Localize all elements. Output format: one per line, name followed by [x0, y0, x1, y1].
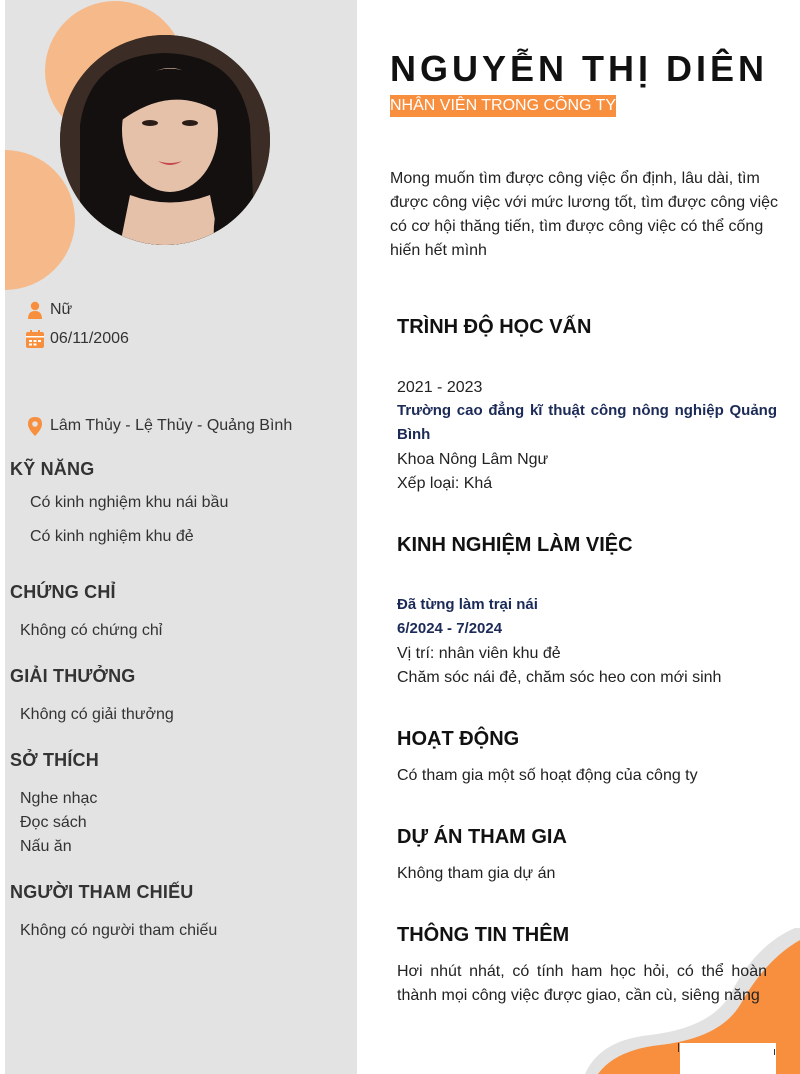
gender-row — [25, 300, 72, 320]
skill-item: Có kinh nghiệm khu nái bầu — [30, 494, 229, 511]
certificates-heading: CHỨNG CHỈ — [10, 582, 116, 602]
person-icon — [25, 300, 45, 320]
career-objective: Mong muốn tìm được công việc ổn định, lâu dài, tìm được công việc với mức lương tốt, tìm được công việc có cơ hội thăng tiến, tìm được công việc có thể cống hiến hết mình — [390, 170, 779, 259]
skills-heading: KỸ NĂNG — [10, 459, 95, 479]
activities-text: Có tham gia một số hoạt động của công ty — [397, 767, 698, 784]
awards-heading: GIẢI THƯỞNG — [10, 666, 136, 686]
projects-text: Không tham gia dự án — [397, 865, 556, 882]
job-title-badge: NHÂN VIÊN TRONG CÔNG TY — [390, 95, 616, 117]
location-pin-icon — [25, 416, 45, 436]
reference-item: Không có người tham chiếu — [20, 922, 218, 939]
experience-company: Đã từng làm trại nái — [397, 596, 538, 613]
address-row — [25, 416, 292, 436]
avatar-portrait — [60, 35, 270, 245]
hobbies-heading: SỞ THÍCH — [10, 750, 99, 770]
hobby-item: Đọc sách — [20, 814, 87, 831]
education-period: 2021 - 2023 — [397, 379, 483, 396]
additional-info-heading: THÔNG TIN THÊM — [397, 924, 570, 946]
address-text: Lâm Thủy - Lệ Thủy - Quảng Bình — [50, 417, 293, 434]
skill-item: Có kinh nghiệm khu đẻ — [30, 528, 194, 545]
hobby-item: Nấu ăn — [20, 838, 72, 855]
experience-heading: KINH NGHIỆM LÀM VIỆC — [397, 534, 633, 556]
references-heading: NGƯỜI THAM CHIẾU — [10, 882, 194, 902]
school-name: Trường cao đẳng kĩ thuật công nông nghiệp Quảng Bình — [397, 402, 777, 443]
experience-position: Vị trí: nhân viên khu đẻ — [397, 645, 561, 662]
calendar-icon — [25, 329, 45, 349]
hobby-item: Nghe nhạc — [20, 790, 98, 807]
birthdate-row — [25, 329, 129, 349]
gender-text: Nữ — [50, 301, 73, 318]
experience-period: 6/2024 - 7/2024 — [397, 620, 503, 637]
activities-heading: HOẠT ĐỘNG — [397, 728, 520, 750]
experience-description: Chăm sóc nái đẻ, chăm sóc heo con mới sinh — [397, 669, 722, 686]
additional-info-text: Hơi nhút nhát, có tính ham học hỏi, có thể hoàn thành mọi công việc được giao, cần cù, siêng năng — [397, 963, 767, 1004]
grade: Xếp loại: Khá — [397, 475, 493, 492]
candidate-name: NGUYỄN THỊ DIÊN — [390, 48, 769, 89]
birthdate-text: 06/11/2006 — [50, 330, 129, 347]
award-item: Không có giải thưởng — [20, 706, 174, 723]
certificate-item: Không có chứng chỉ — [20, 622, 163, 639]
faculty: Khoa Nông Lâm Ngư — [397, 451, 549, 468]
projects-heading: DỰ ÁN THAM GIA — [397, 826, 567, 848]
avatar — [60, 35, 270, 245]
education-heading: TRÌNH ĐỘ HỌC VẤN — [397, 316, 592, 338]
